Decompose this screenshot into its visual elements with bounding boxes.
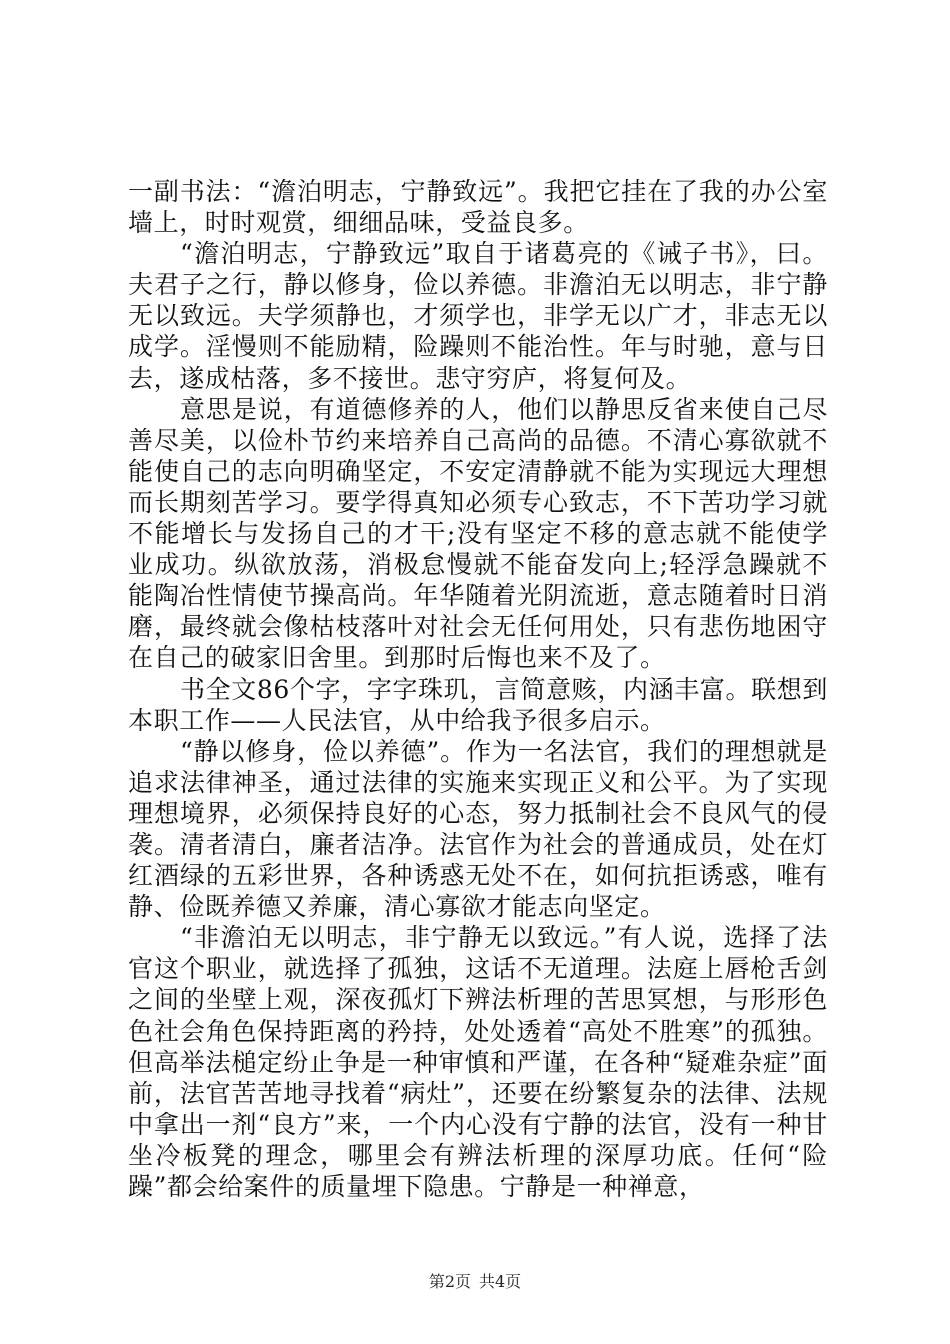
- paragraph-1: 一副书法：“澹泊明志，宁静致远”。我把它挂在了我的办公室墙上，时时观赏，细细品味，受益良多。: [128, 177, 828, 238]
- page-footer: [0, 1272, 950, 1292]
- page-number: 第2页: [428, 1272, 471, 1291]
- paragraph-3: 意思是说，有道德修养的人，他们以静思反省来使自己尽善尽美，以俭朴节约来培养自己高尚的品德。不清心寡欲就不能使自己的志向明确坚定，不安定清静就不能为实现远大理想而长期刻苦学习。要学得真知必须专心致志，不下苦功学习就不能增长与发扬自己的才干;没有坚定不移的意志就不能使学业成功。纵欲放荡，消极怠慢就不能奋发向上;轻浮急躁就不能陶冶性情使节操高尚。年华随着光阴流逝，意志随着时日消磨，最终就会像枯枝落叶对社会无任何用处，只有悲伤地困守在自己的破家旧舍里。到那时后悔也来不及了。: [128, 394, 828, 673]
- paragraph-5: “静以修身，俭以养德”。作为一名法官，我们的理想就是追求法律神圣，通过法律的实施来实现正义和公平。为了实现理想境界，必须保持良好的心态，努力抵制社会不良风气的侵袭。清者清白，廉者洁净。法官作为社会的普通成员，处在灯红酒绿的五彩世界，各种诱惑无处不在，如何抗拒诱惑，唯有静、俭既养德又养廉，清心寡欲才能志向坚定。: [128, 736, 828, 922]
- paragraph-6: “非澹泊无以明志，非宁静无以致远。”有人说，选择了法官这个职业，就选择了孤独，这话不无道理。法庭上唇枪舌剑之间的坐壁上观，深夜孤灯下辨法析理的苦思冥想，与形形色色社会角色保持距离的矜持，处处透着“高处不胜寒”的孤独。但高举法槌定纷止争是一种审慎和严谨，在各种“疑难杂症”面前，法官苦苦地寻找着“病灶”，还要在纷繁复杂的法律、法规中拿出一剂“良方”来，一个内心没有宁静的法官，没有一种甘坐冷板凳的理念，哪里会有辨法析理的深厚功底。任何“险躁”都会给案件的质量埋下隐患。宁静是一种禅意，: [128, 923, 828, 1201]
- page-total: 共4页: [479, 1272, 522, 1291]
- paragraph-4: 书全文86个字，字字珠玑，言简意赅，内涵丰富。联想到本职工作——人民法官，从中给我予很多启示。: [128, 674, 828, 735]
- document-body: [128, 176, 828, 1202]
- paragraph-2: “澹泊明志，宁静致远”取自于诸葛亮的《诫子书》，曰。夫君子之行，静以修身，俭以养德。非澹泊无以明志，非宁静无以致远。夫学须静也，才须学也，非学无以广才，非志无以成学。淫慢则不能励精，险躁则不能治性。年与时驰，意与日去，遂成枯落，多不接世。悲守穷庐，将复何及。: [128, 239, 828, 393]
